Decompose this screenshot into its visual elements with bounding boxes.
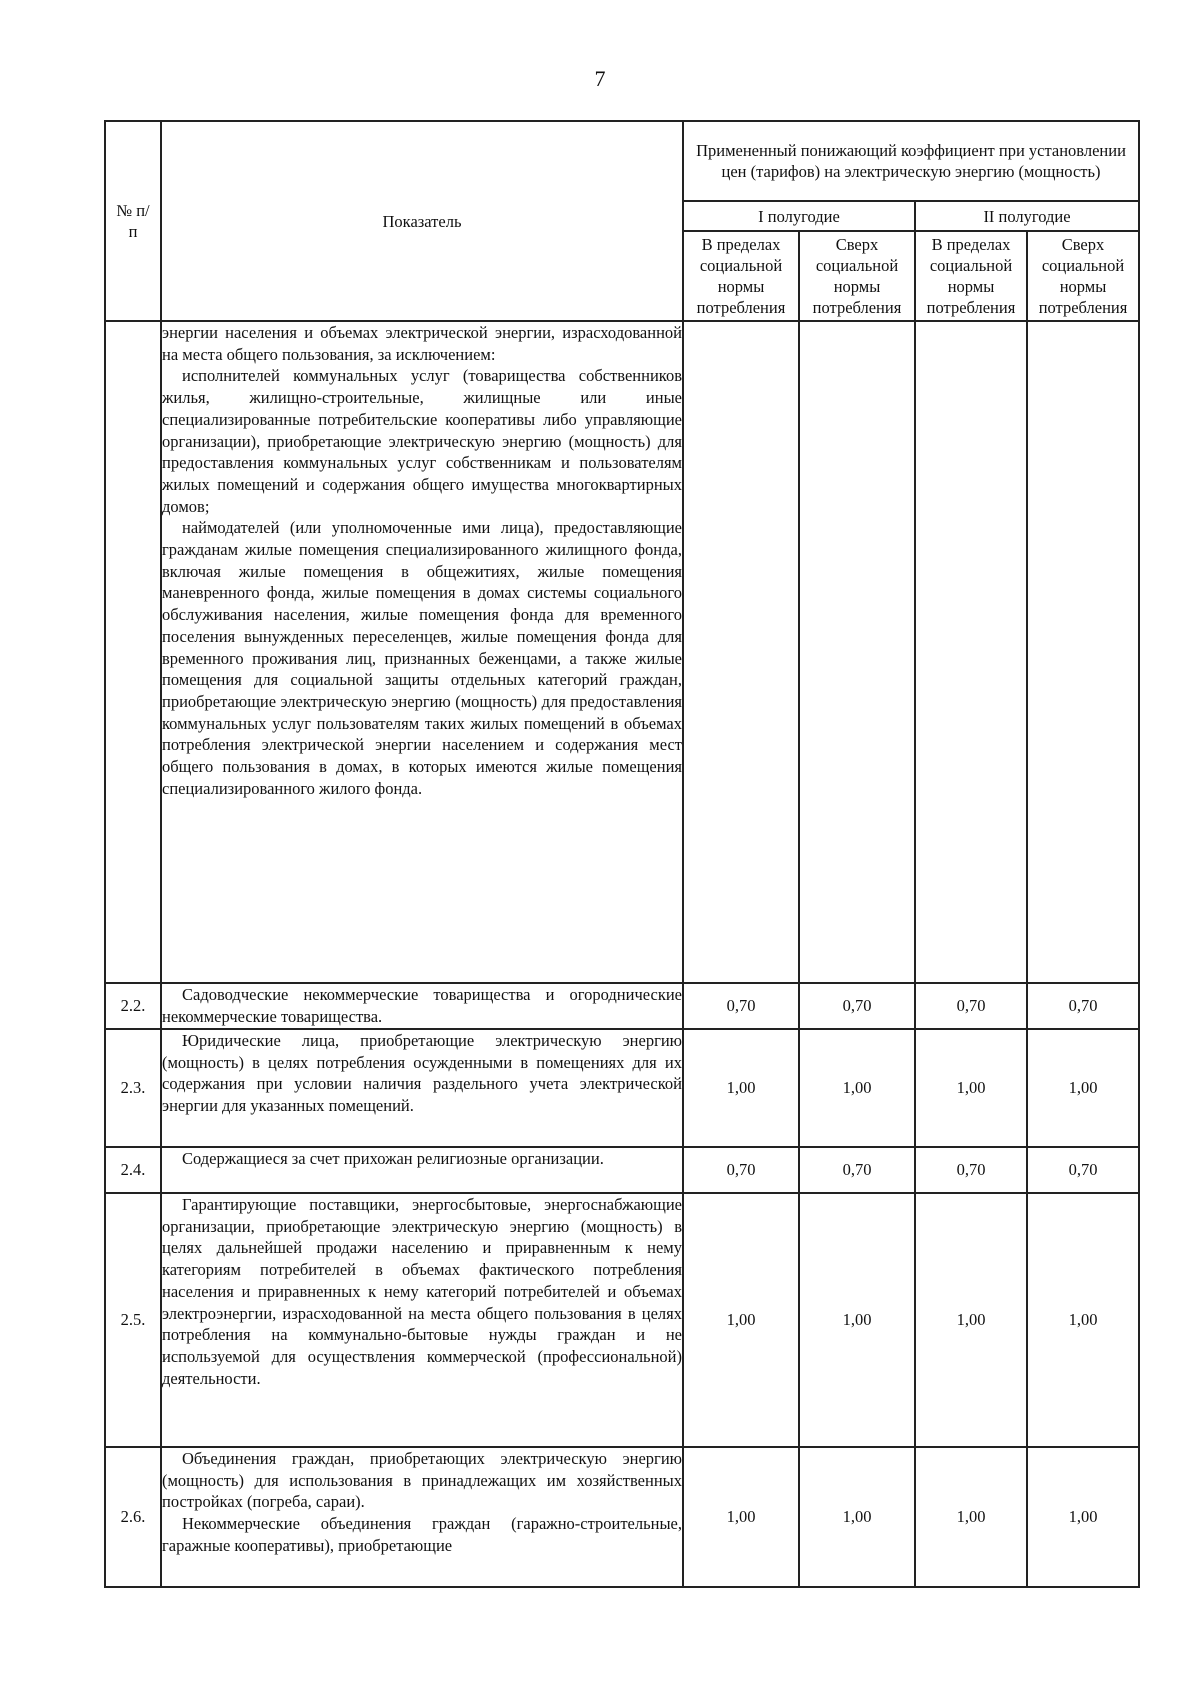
row-number: 2.4. <box>105 1147 161 1193</box>
value-cell: 1,00 <box>915 1029 1027 1147</box>
half2-within-norm-header: В пределах социальной нормы потребления <box>915 231 1027 321</box>
half1-above-norm-header: Сверх социальной нормы потребления <box>799 231 915 321</box>
value-cell: 0,70 <box>799 1147 915 1193</box>
value-cell: 0,70 <box>683 1147 799 1193</box>
value-cell: 1,00 <box>683 1447 799 1587</box>
value-cell: 1,00 <box>683 1029 799 1147</box>
value-cell: 1,00 <box>915 1447 1027 1587</box>
value-cell: 0,70 <box>683 983 799 1029</box>
table-row <box>105 1029 1139 1147</box>
value-cell: 0,70 <box>799 983 915 1029</box>
value-cell: 0,70 <box>915 1147 1027 1193</box>
col-indicator-header: Показатель <box>161 121 683 321</box>
value-cell: 1,00 <box>799 1193 915 1447</box>
value-cell: 0,70 <box>915 983 1027 1029</box>
value-cell: 1,00 <box>1027 1447 1139 1587</box>
row-text: Юридические лица, приобретающие электрическую энергию (мощность) в целях потребления осужденными в помещениях для их содержания при условии наличия раздельного учета электрической энергии для указанных помещений. <box>161 1029 683 1147</box>
table-row-continuation <box>105 321 1139 983</box>
row-number: 2.3. <box>105 1029 161 1147</box>
half2-above-norm-header: Сверх социальной нормы потребления <box>1027 231 1139 321</box>
value-cell: 1,00 <box>1027 1193 1139 1447</box>
row-text: Объединения граждан, приобретающих электрическую энергию (мощность) для использования в принадлежащих им хозяйственных постройках (погреба, сараи). Некоммерческие объединения граждан (гаражно-строительные, гаражные кооперативы), приобретающие <box>161 1447 683 1587</box>
table-row <box>105 1447 1139 1587</box>
row-text: Садоводческие некоммерческие товарищества и огороднические некоммерческие товарищества. <box>161 983 683 1029</box>
row-number: 2.6. <box>105 1447 161 1587</box>
value-cell: 0,70 <box>1027 1147 1139 1193</box>
value-cell: 1,00 <box>1027 1029 1139 1147</box>
row-number: 2.2. <box>105 983 161 1029</box>
table-row <box>105 983 1139 1029</box>
row-number <box>105 321 161 983</box>
half1-header: I полугодие <box>683 201 915 231</box>
value-cell: 1,00 <box>799 1447 915 1587</box>
col-coefficient-header: Примененный понижающий коэффициент при установлении цен (тарифов) на электрическую энергию (мощность) <box>683 121 1139 201</box>
row-text: энергии населения и объемах электрической энергии, израсходованной на места общего пользования, за исключением: исполнителей коммунальных услуг (товарищества собственников жилья, жилищно-строительные, жилищные или иные специализированные потребительские кооперативы либо управляющие организации), приобретающие электрическую энергию (мощность) для предоставления коммунальных услуг собственникам и пользователям жилых помещений и содержания общего имущества многоквартирных домов; наймодателей (или уполномоченные ими лица), предоставляющие гражданам жилые помещения специализированного жилищного фонда, включая жилые помещения в общежитиях, жилые помещения маневренного фонда, жилые помещения в домах системы социального обслуживания населения, жилые помещения фонда для временного поселения вынужденных переселенцев, жилые помещения фонда для временного проживания лиц, признанных беженцами, а также жилые помещения для социальной защиты отдельных категорий граждан, приобретающие электрическую энергию (мощность) для предоставления коммунальных услуг пользователям таких жилых помещений в объемах потребления электрической энергии населением и содержания мест общего пользования в домах, в которых имеются жилые помещения специализированного жилого фонда. <box>161 321 683 983</box>
half1-within-norm-header: В пределах социальной нормы потребления <box>683 231 799 321</box>
value-cell: 0,70 <box>1027 983 1139 1029</box>
table-row <box>105 1193 1139 1447</box>
row-text: Содержащиеся за счет прихожан религиозные организации. <box>161 1147 683 1193</box>
tariff-coefficient-table <box>104 120 1140 1588</box>
col-number-header: № п/п <box>105 121 161 321</box>
row-text: Гарантирующие поставщики, энергосбытовые, энергоснабжающие организации, приобретающие электрическую энергию (мощность) в целях дальнейшей продажи населению и приравненным к нему категориям потребителей в объемах фактического потребления населения и приравненных к нему категорий потребителей и объемах электроэнергии, израсходованной на места общего пользования в целях потребления на коммунально-бытовые нужды граждан и не используемой для осуществления коммерческой (профессиональной) деятельности. <box>161 1193 683 1447</box>
table-row <box>105 1147 1139 1193</box>
page-number: 7 <box>594 66 606 91</box>
row-number: 2.5. <box>105 1193 161 1447</box>
half2-header: II полугодие <box>915 201 1139 231</box>
value-cell: 1,00 <box>799 1029 915 1147</box>
value-cell: 1,00 <box>915 1193 1027 1447</box>
value-cell: 1,00 <box>683 1193 799 1447</box>
